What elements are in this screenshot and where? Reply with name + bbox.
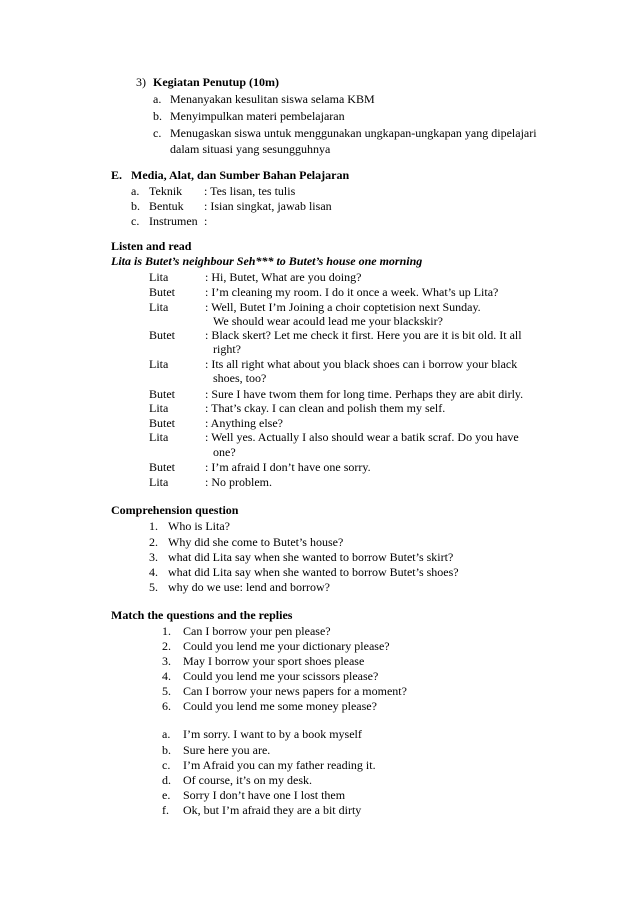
dialogue-speaker: Lita — [149, 430, 169, 444]
dialogue-continuation: right? — [213, 342, 241, 356]
match-question-number: 3. — [162, 654, 171, 668]
dialogue-line: : Well, Butet I’m Joining a choir coptetision next Sunday. — [205, 300, 481, 314]
match-reply-text: I’m Afraid you can my father reading it. — [183, 758, 376, 772]
question-number: 2. — [149, 535, 158, 549]
question-number: 4. — [149, 565, 158, 579]
section-3-item-text: Menyimpulkan materi pembelajaran — [170, 109, 345, 123]
section-e-item-value: : Isian singkat, jawab lisan — [204, 199, 332, 213]
section-3-number: 3) — [136, 75, 146, 89]
match-question-number: 2. — [162, 639, 171, 653]
section-3-item-text: Menanyakan kesulitan siswa selama KBM — [170, 92, 375, 106]
dialogue-speaker: Lita — [149, 357, 169, 371]
match-reply-text: Sorry I don’t have one I lost them — [183, 788, 346, 802]
dialogue-continuation: We should wear acould lead me your blackskir? — [213, 314, 443, 328]
match-question-text: Can I borrow your news papers for a moment? — [183, 684, 407, 698]
match-reply-letter: b. — [162, 743, 171, 757]
section-e-item-value: : Tes lisan, tes tulis — [204, 184, 296, 198]
dialogue-speaker: Lita — [149, 475, 169, 489]
section-e-item-letter: a. — [131, 184, 140, 198]
question-number: 1. — [149, 519, 158, 533]
match-reply-letter: d. — [162, 773, 171, 787]
dialogue-speaker: Butet — [149, 328, 175, 342]
section-3-item-text: Menugaskan siswa untuk menggunakan ungkapan-ungkapan yang dipelajari — [170, 126, 537, 140]
question-text: Why did she come to Butet’s house? — [168, 535, 344, 549]
dialogue-continuation: one? — [213, 445, 236, 459]
match-question-number: 5. — [162, 684, 171, 698]
question-text: Who is Lita? — [168, 519, 230, 533]
dialogue-speaker: Butet — [149, 387, 175, 401]
question-number: 5. — [149, 580, 158, 594]
dialogue-continuation: shoes, too? — [213, 371, 267, 385]
match-reply-letter: e. — [162, 788, 171, 802]
match-question-text: Could you lend me your dictionary please? — [183, 639, 390, 653]
question-text: what did Lita say when she wanted to borrow Butet’s shoes? — [168, 565, 459, 579]
match-question-number: 6. — [162, 699, 171, 713]
match-reply-text: Sure here you are. — [183, 743, 271, 757]
match-question-text: Could you lend me your scissors please? — [183, 669, 379, 683]
dialogue-speaker: Lita — [149, 401, 169, 415]
dialogue-speaker: Lita — [149, 300, 169, 314]
dialogue-line: : Sure I have twom them for long time. Perhaps they are abit dirly. — [205, 387, 524, 401]
match-question-text: Could you lend me some money please? — [183, 699, 377, 713]
match-question-text: Can I borrow your pen please? — [183, 624, 331, 638]
dialogue-line: : Anything else? — [205, 416, 283, 430]
dialogue-speaker: Butet — [149, 460, 175, 474]
section-e-item-label: Instrumen — [149, 214, 198, 228]
listen-heading: Listen and read — [111, 239, 192, 253]
section-e-item-letter: b. — [131, 199, 140, 213]
section-e-item-value: : — [204, 214, 208, 228]
comprehension-heading: Comprehension question — [111, 503, 239, 517]
dialogue-line: : That’s ckay. I can clean and polish them my self. — [205, 401, 446, 415]
dialogue-line: : Hi, Butet, What are you doing? — [205, 270, 362, 284]
match-question-text: May I borrow your sport shoes please — [183, 654, 365, 668]
dialogue-speaker: Butet — [149, 416, 175, 430]
dialogue-line: : Well yes. Actually I also should wear a batik scraf. Do you have — [205, 430, 519, 444]
listen-subtitle: Lita is Butet’s neighbour Seh*** to Butet’s house one morning — [111, 254, 423, 268]
dialogue-speaker: Lita — [149, 270, 169, 284]
match-reply-text: Of course, it’s on my desk. — [183, 773, 312, 787]
dialogue-speaker: Butet — [149, 285, 175, 299]
dialogue-line: : No problem. — [205, 475, 272, 489]
section-3-title: Kegiatan Penutup (10m) — [153, 75, 279, 89]
section-3-item-continuation: dalam situasi yang sesungguhnya — [170, 142, 331, 156]
question-text: why do we use: lend and borrow? — [168, 580, 330, 594]
match-reply-letter: c. — [162, 758, 171, 772]
section-3-item-letter: a. — [153, 92, 162, 106]
match-reply-letter: f. — [162, 803, 169, 817]
match-heading: Match the questions and the replies — [111, 608, 293, 622]
match-reply-text: I’m sorry. I want to by a book myself — [183, 727, 362, 741]
match-reply-letter: a. — [162, 727, 171, 741]
dialogue-line: : I’m afraid I don’t have one sorry. — [205, 460, 371, 474]
dialogue-line: : I’m cleaning my room. I do it once a week. What’s up Lita? — [205, 285, 499, 299]
section-3-item-letter: c. — [153, 126, 162, 140]
section-e-item-letter: c. — [131, 214, 140, 228]
match-question-number: 1. — [162, 624, 171, 638]
dialogue-line: : Its all right what about you black shoes can i borrow your black — [205, 357, 518, 371]
question-number: 3. — [149, 550, 158, 564]
section-e-title: Media, Alat, dan Sumber Bahan Pelajaran — [131, 168, 350, 182]
section-3-item-letter: b. — [153, 109, 162, 123]
dialogue-line: : Black skert? Let me check it first. Here you are it is bit old. It all — [205, 328, 522, 342]
match-question-number: 4. — [162, 669, 171, 683]
question-text: what did Lita say when she wanted to borrow Butet’s skirt? — [168, 550, 454, 564]
match-reply-text: Ok, but I’m afraid they are a bit dirty — [183, 803, 362, 817]
section-e-item-label: Teknik — [149, 184, 183, 198]
section-e-letter: E. — [111, 168, 123, 182]
section-e-item-label: Bentuk — [149, 199, 184, 213]
